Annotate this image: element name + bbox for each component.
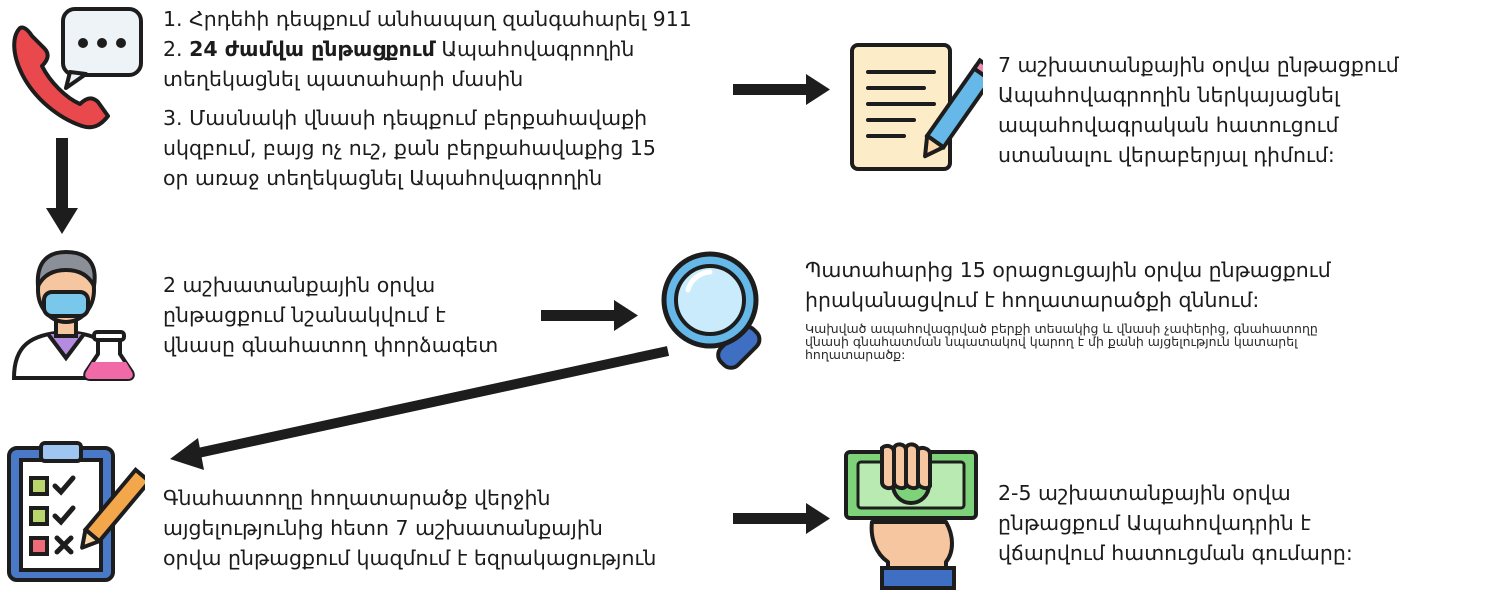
step3-text	[163, 270, 498, 360]
step5-text	[163, 483, 656, 573]
step2-line3: ապահովագրական հատուցում	[998, 113, 1339, 137]
step5-line1: Գնահատողը հողատարածք վերջին	[163, 486, 551, 510]
arrow-shaft	[541, 310, 616, 321]
step1-line1: 1. Հրդեհի դեպքում անհապաղ զանգահարել 911	[163, 7, 692, 31]
step1-text	[163, 4, 692, 193]
arrow-head	[806, 503, 830, 534]
step2-line2: Ապահովագրողին ներկայացնել	[998, 83, 1340, 107]
step4-text	[805, 255, 1331, 315]
step3-line2: ընթացքում նշանակվում է	[163, 303, 446, 327]
step1-line2-prefix: 2.	[163, 37, 190, 61]
step5-line2: այցելությունից հետո 7 աշխատանքային	[163, 516, 603, 540]
arrow-shaft	[56, 138, 68, 210]
arrow-shaft	[733, 84, 808, 95]
step1-line6: օր առաջ տեղեկացնել Ապահովագրողին	[163, 166, 603, 190]
step2-line1: 7 աշխատանքային օրվա ընթացքում	[998, 53, 1399, 77]
step1-line3: տեղեկացնել պատահարի մասին	[163, 67, 524, 91]
document-pencil-icon	[848, 42, 983, 177]
step6-line1: 2-5 աշխատանքային օրվա	[998, 481, 1291, 505]
money-hand-icon	[842, 442, 984, 592]
phone-chat-icon	[8, 6, 143, 131]
step2-line4: ստանալու վերաբերյալ դիմում:	[998, 143, 1335, 167]
step6-line3: վճարվում հատուցման գումարը:	[998, 541, 1353, 565]
step1-line5: սկզբում, բայց ոչ ուշ, քան բերքահավաքից 15	[163, 136, 656, 160]
magnifier-icon	[658, 248, 788, 378]
step6-line2: ընթացքում Ապահովադրին է	[998, 511, 1311, 535]
step1-line2-bold: 24 ժամվա ընթացքում	[189, 37, 435, 61]
arrow-head	[614, 300, 638, 331]
step4-line2: իրականացվում է հողատարածքի զննում:	[805, 288, 1260, 312]
step3-line3: վնասը գնահատող փորձագետ	[163, 333, 499, 357]
step1-line2-rest: Ապահովագրողին	[434, 37, 635, 61]
step4-note1: Կախված ապահովագրված բերքի տեսակից և վնասի չափերից, գնահատողը	[805, 321, 1318, 336]
step4-note3: հողատարածք:	[805, 347, 906, 362]
step2-text	[998, 50, 1399, 170]
step1-line4: 3. Մասնակի վնասի դեպքում բերքահավաքի	[163, 106, 648, 130]
arrow-head	[806, 74, 830, 105]
diagonal-arrow-shaft	[198, 351, 668, 453]
diagonal-arrow-head	[170, 438, 204, 470]
step1-line2	[163, 34, 692, 64]
step6-text	[998, 478, 1353, 568]
arrow-head	[46, 208, 78, 234]
step4-line1: Պատահարից 15 օրացուցային օրվա ընթացքում	[805, 258, 1331, 282]
checklist-icon	[5, 440, 145, 585]
step4-note	[805, 322, 1318, 361]
step4-note2: վնասի գնահատման նպատակով կարող է մի քանի այցելություն կատարել	[805, 334, 1298, 349]
step3-line1: 2 աշխատանքային օրվա	[163, 273, 436, 297]
arrow-shaft	[733, 513, 808, 524]
step5-line3: օրվա ընթացքում կազմում է եզրակացություն	[163, 546, 657, 570]
expert-lab-icon	[6, 246, 141, 381]
